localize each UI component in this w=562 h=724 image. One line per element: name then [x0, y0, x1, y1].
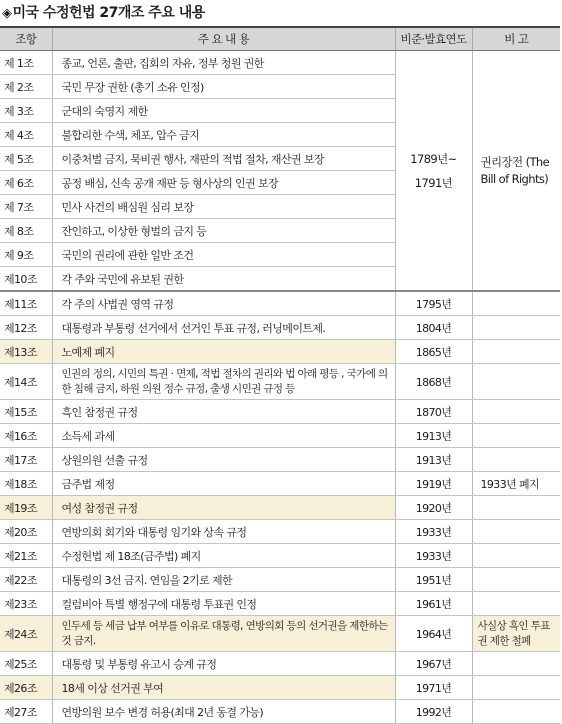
article-cell: 제16조 — [0, 424, 52, 448]
year-cell: 1865년 — [395, 340, 472, 364]
content-cell: 각 주와 국민에 유보된 권한 — [52, 267, 395, 292]
content-cell: 각 주의 사법권 영역 규정 — [52, 291, 395, 316]
note-cell — [472, 496, 560, 520]
table-row — [0, 291, 560, 316]
content-cell: 소득세 과세 — [52, 424, 395, 448]
note-cell — [472, 316, 560, 340]
article-cell: 제19조 — [0, 496, 52, 520]
note-cell — [472, 676, 560, 700]
table-row — [0, 544, 560, 568]
content-cell: 연방의회 회기와 대통령 임기와 상속 규정 — [52, 520, 395, 544]
content-cell: 인두세 등 세금 납부 여부를 이유로 대통령, 연방의회 등의 선거권을 제한하는 것 금지. — [52, 616, 395, 652]
content-cell: 수정헌법 제 18조(금주법) 폐지 — [52, 544, 395, 568]
content-cell: 대통령 및 부통령 유고시 승계 규정 — [52, 652, 395, 676]
header-note: 비 고 — [472, 27, 560, 51]
article-cell: 제21조 — [0, 544, 52, 568]
content-cell: 18세 이상 선거권 부여 — [52, 676, 395, 700]
article-cell: 제17조 — [0, 448, 52, 472]
content-cell: 민사 사건의 배심원 심리 보장 — [52, 195, 395, 219]
diamond-bullet-icon: ◈ — [2, 6, 12, 21]
year-cell: 1967년 — [395, 652, 472, 676]
year-cell: 1804년 — [395, 316, 472, 340]
table-row — [0, 568, 560, 592]
content-cell: 국민 무장 권한 (총기 소유 인정) — [52, 75, 395, 99]
content-cell: 불합리한 수색, 체포, 압수 금지 — [52, 123, 395, 147]
content-cell: 금주법 제정 — [52, 472, 395, 496]
table-row — [0, 472, 560, 496]
article-cell: 제12조 — [0, 316, 52, 340]
note-cell — [472, 652, 560, 676]
table-row — [0, 496, 560, 520]
table-row — [0, 592, 560, 616]
article-cell: 제 2조 — [0, 75, 52, 99]
article-cell: 제24조 — [0, 616, 52, 652]
year-cell: 1933년 — [395, 520, 472, 544]
content-cell: 종교, 언론, 출판, 집회의 자유, 정부 청원 권한 — [52, 51, 395, 75]
year-cell: 1919년 — [395, 472, 472, 496]
year-cell: 1913년 — [395, 424, 472, 448]
article-cell: 제 6조 — [0, 171, 52, 195]
table-row — [0, 340, 560, 364]
table-row — [0, 316, 560, 340]
article-cell: 제 7조 — [0, 195, 52, 219]
table-row — [0, 520, 560, 544]
note-cell: 사실상 흑인 투표권 제한 철폐 — [472, 616, 560, 652]
note-cell: 1933년 폐지 — [472, 472, 560, 496]
article-cell: 제26조 — [0, 676, 52, 700]
note-cell — [472, 544, 560, 568]
amendments-table — [0, 26, 560, 724]
content-cell: 상원의원 선출 규정 — [52, 448, 395, 472]
content-cell: 노예제 폐지 — [52, 340, 395, 364]
table-row — [0, 51, 560, 75]
year-cell: 1913년 — [395, 448, 472, 472]
content-cell: 연방의원 보수 변경 허용(최대 2년 동결 가능) — [52, 700, 395, 724]
year-cell: 1961년 — [395, 592, 472, 616]
content-cell: 공정 배심, 신속 공개 재판 등 형사상의 인권 보장 — [52, 171, 395, 195]
year-cell: 1795년 — [395, 291, 472, 316]
content-cell: 군대의 숙영지 제한 — [52, 99, 395, 123]
content-cell: 인권의 정의, 시민의 특권 · 면제, 적법 절차의 권리와 법 아래 평등 , 국가에 의한 침해 금지, 하원 의원 정수 규정, 출생 시민권 규정 등 — [52, 364, 395, 400]
content-cell: 여성 참정권 규정 — [52, 496, 395, 520]
table-row — [0, 616, 560, 652]
year-cell: 1992년 — [395, 700, 472, 724]
article-cell: 제 4조 — [0, 123, 52, 147]
article-cell: 제14조 — [0, 364, 52, 400]
note-cell — [472, 592, 560, 616]
note-cell — [472, 424, 560, 448]
article-cell: 제20조 — [0, 520, 52, 544]
table-row — [0, 400, 560, 424]
content-cell: 잔인하고, 이상한 형벌의 금지 등 — [52, 219, 395, 243]
year-cell: 1868년 — [395, 364, 472, 400]
article-cell: 제15조 — [0, 400, 52, 424]
note-cell — [472, 291, 560, 316]
article-cell: 제25조 — [0, 652, 52, 676]
table-header-row — [0, 27, 560, 51]
content-cell: 컬럼비아 특별 행정구에 대통령 투표권 인정 — [52, 592, 395, 616]
note-cell — [472, 520, 560, 544]
note-cell — [472, 700, 560, 724]
article-cell: 제 1조 — [0, 51, 52, 75]
article-cell: 제27조 — [0, 700, 52, 724]
year-cell: 1933년 — [395, 544, 472, 568]
content-cell: 대통령의 3선 금지. 연임을 2기로 제한 — [52, 568, 395, 592]
content-cell: 흑인 참정권 규정 — [52, 400, 395, 424]
year-cell: 1951년 — [395, 568, 472, 592]
year-cell: 1964년 — [395, 616, 472, 652]
table-row — [0, 676, 560, 700]
article-cell: 제 8조 — [0, 219, 52, 243]
title-text: 미국 수정헌법 27개조 주요 내용 — [12, 5, 205, 21]
content-cell: 대통령과 부통령 선거에서 선거인 투표 규정, 러닝메이트제. — [52, 316, 395, 340]
year-cell: 1920년 — [395, 496, 472, 520]
table-row — [0, 700, 560, 724]
article-cell: 제10조 — [0, 267, 52, 292]
article-cell: 제 3조 — [0, 99, 52, 123]
note-cell — [472, 568, 560, 592]
year-cell: 1971년 — [395, 676, 472, 700]
table-row — [0, 652, 560, 676]
table-row — [0, 448, 560, 472]
year-cell: 1870년 — [395, 400, 472, 424]
rights-note-cell: 권리장전 (The Bill of Rights) — [472, 51, 560, 292]
table-row — [0, 424, 560, 448]
header-year: 비준·발효연도 — [395, 27, 472, 51]
header-article: 조항 — [0, 27, 52, 51]
note-cell — [472, 364, 560, 400]
article-cell: 제11조 — [0, 291, 52, 316]
note-cell — [472, 340, 560, 364]
rights-year-cell: 1789년~ 1791년 — [395, 51, 472, 292]
article-cell: 제13조 — [0, 340, 52, 364]
article-cell: 제23조 — [0, 592, 52, 616]
table-row — [0, 364, 560, 400]
article-cell: 제 5조 — [0, 147, 52, 171]
header-content: 주 요 내 용 — [52, 27, 395, 51]
article-cell: 제18조 — [0, 472, 52, 496]
note-cell — [472, 400, 560, 424]
content-cell: 이중처벌 금지, 묵비권 행사, 재판의 적법 절차, 재산권 보장 — [52, 147, 395, 171]
document-title — [2, 3, 205, 23]
article-cell: 제22조 — [0, 568, 52, 592]
content-cell: 국민의 권리에 관한 일반 조건 — [52, 243, 395, 267]
note-cell — [472, 448, 560, 472]
article-cell: 제 9조 — [0, 243, 52, 267]
